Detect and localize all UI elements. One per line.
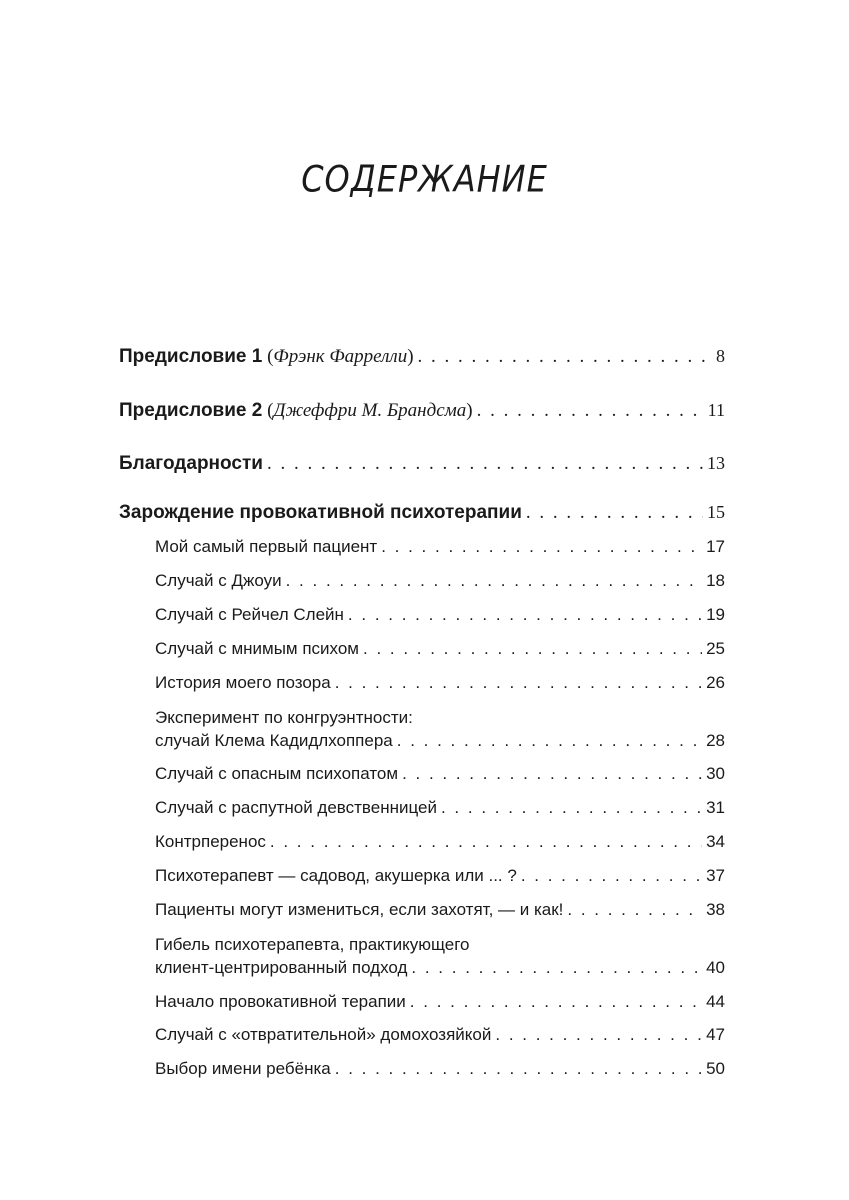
toc-entry-page: 30	[706, 764, 725, 783]
toc-entry-author: Джеффри М. Брандсма	[273, 400, 467, 421]
toc-subentry[interactable]	[155, 992, 725, 1012]
toc-entry-page: 28	[706, 731, 725, 750]
toc-entry-page: 37	[706, 866, 725, 885]
dot-leader	[477, 400, 704, 422]
toc-entry-page: 31	[706, 798, 725, 817]
dot-leader	[335, 1059, 702, 1079]
toc-entry-label: Пациенты могут измениться, если захотят, — и как!	[155, 900, 564, 919]
toc-entry-author: Фрэнк Фаррелли	[273, 346, 408, 367]
toc-entry-label: Предисловие 2	[119, 400, 263, 421]
toc-subentry[interactable]	[155, 832, 725, 852]
toc-subentry[interactable]	[155, 958, 725, 978]
dot-leader	[363, 639, 702, 659]
toc-subentry[interactable]	[155, 605, 725, 625]
toc-subentry[interactable]	[155, 537, 725, 557]
toc-entry-page: 50	[706, 1059, 725, 1078]
toc-entry-label: Случай с Джоуи	[155, 571, 282, 590]
toc-subentry[interactable]	[155, 764, 725, 784]
toc-entry-foreword-1[interactable]: Предисловие 1 ( Фрэнк Фаррелли ) . . . 8	[119, 346, 725, 368]
dot-leader	[418, 346, 712, 368]
dot-leader	[381, 537, 702, 557]
toc-entry-label: Благодарности	[119, 453, 263, 474]
dot-leader	[397, 731, 702, 751]
toc-entry-label: Психотерапевт — садовод, акушерка или ... ?	[155, 866, 517, 885]
toc-subentry[interactable]	[155, 673, 725, 693]
dot-leader	[348, 605, 702, 625]
toc-subentry[interactable]	[155, 571, 725, 591]
toc-subentry[interactable]	[155, 1059, 725, 1079]
toc-entry-label: Контрперенос	[155, 832, 266, 851]
toc-entry-label: Случай с Рейчел Слейн	[155, 605, 344, 624]
toc-entry-page: 11	[707, 400, 725, 420]
dot-leader	[270, 832, 702, 852]
toc-subentry[interactable]	[155, 798, 725, 818]
toc-entry-label: клиент-центрированный подход	[155, 958, 408, 977]
dot-leader	[286, 571, 702, 591]
toc-subentry[interactable]	[155, 639, 725, 659]
toc-subentry[interactable]	[155, 900, 725, 920]
toc-entry-label: Выбор имени ребёнка	[155, 1059, 331, 1078]
toc-entry-page: 26	[706, 673, 725, 692]
toc-entry-label: История моего позора	[155, 673, 331, 692]
toc-subentry[interactable]	[155, 866, 725, 886]
toc-entry-label: случай Клема Кадидлхоппера	[155, 731, 393, 750]
dot-leader	[410, 992, 702, 1012]
dot-leader	[441, 798, 702, 818]
toc-entry-page: 34	[706, 832, 725, 851]
toc-entry-label: Начало провокативной терапии	[155, 992, 406, 1011]
toc-entry-label: Мой самый первый пациент	[155, 537, 378, 556]
dot-leader	[526, 502, 703, 524]
toc-entry-label: Случай с «отвратительной» домохозяйкой	[155, 1025, 492, 1044]
dot-leader	[411, 958, 702, 978]
dot-leader	[402, 764, 702, 784]
toc-entry-origins[interactable]	[119, 502, 725, 524]
toc-entry-page: 44	[706, 992, 725, 1011]
toc-subentry[interactable]	[155, 731, 725, 751]
dot-leader	[267, 453, 703, 475]
toc-entry-page: 47	[706, 1025, 725, 1044]
dot-leader	[495, 1025, 702, 1045]
toc-entry-page: 15	[707, 502, 725, 522]
toc-entry-page: 8	[716, 346, 725, 366]
dot-leader	[567, 900, 702, 920]
toc-entry-acknowledgements[interactable]	[119, 453, 725, 475]
dot-leader	[335, 673, 702, 693]
toc-subentry-first-line: Эксперимент по конгруэнтности:	[155, 708, 413, 727]
toc-entry-page: 17	[706, 537, 725, 556]
toc-subentry[interactable]	[155, 1025, 725, 1045]
page-title: СОДЕРЖАНИЕ	[301, 157, 548, 201]
toc-subentry-first-line: Гибель психотерапевта, практикующего	[155, 935, 470, 954]
toc-entry-label: Предисловие 1	[119, 346, 263, 367]
toc-entry-label: Случай с распутной девственницей	[155, 798, 437, 817]
toc-entry-page: 38	[706, 900, 725, 919]
toc-entry-page: 40	[706, 958, 725, 977]
dot-leader	[521, 866, 702, 886]
toc-entry-page: 25	[706, 639, 725, 658]
toc-entry-page: 19	[706, 605, 725, 624]
toc-entry-page: 13	[707, 453, 725, 473]
toc-entry-foreword-2[interactable]: Предисловие 2 ( Джеффри М. Брандсма ) . . . 11	[119, 400, 725, 422]
toc-entry-page: 18	[706, 571, 725, 590]
toc-entry-label: Зарождение провокативной психотерапии	[119, 502, 522, 523]
toc-entry-label: Случай с опасным психопатом	[155, 764, 399, 783]
toc-entry-label: Случай с мнимым психом	[155, 639, 359, 658]
